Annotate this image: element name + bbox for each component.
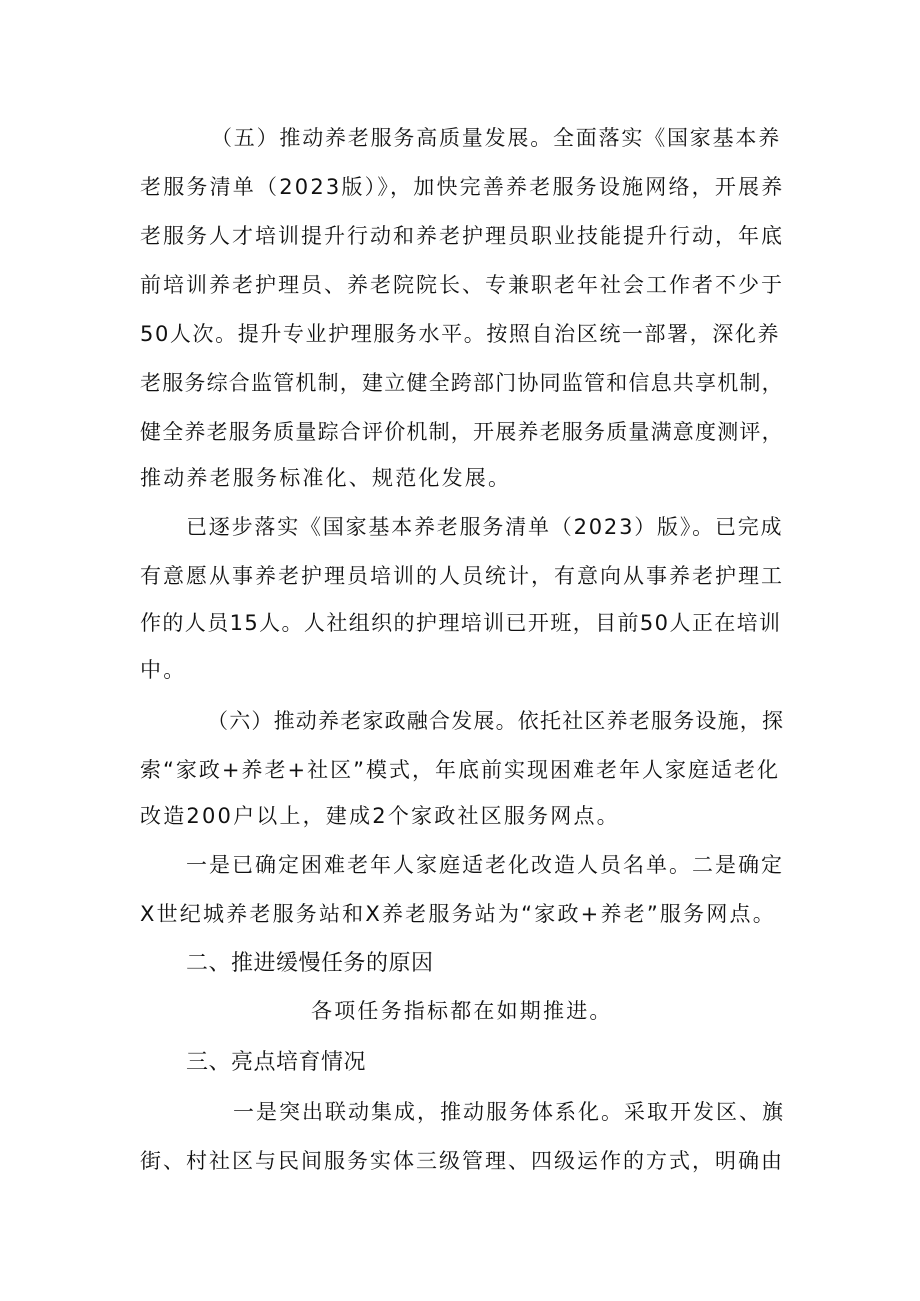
text-line: 一是已确定困难老年人家庭适老化改造人员名单。二是确定 [186,853,784,877]
text-line: 健全养老服务质量踪合评价机制，开展养老服务质量满意度测评， [140,420,784,444]
text-line: 有意愿从事养老护理员培训的人员统计，有意向从事养老护理工 [140,564,784,588]
text-line: 中。 [140,658,187,682]
text-line: 一是突出联动集成，推动服务体系化。采取开发区、旗 [233,1100,785,1124]
text-line: 已逐步落实《国家基本养老服务清单（2023）版》。已完成 [186,515,784,539]
text-line: 老服务综合监管机制，建立健全跨部门协同监管和信息共享机制， [140,371,784,395]
section-2-heading: 二、推进缓慢任务的原因 [186,951,434,976]
text-line: 改造200户以上，建成2个家政社区服务网点。 [140,804,620,828]
text-line: X世纪城养老服务站和X养老服务站为“家政+养老”服务网点。 [140,902,776,926]
text-line: 前培训养老护理员、养老院院长、专兼职老年社会工作者不少于 [140,273,784,297]
text-line: 街、村社区与民间服务实体三级管理、四级运作的方式，明确由 [140,1149,784,1173]
section-3-heading: 三、亮点培育情况 [186,1050,367,1075]
text-line: 作的人员15人。人社组织的护理培训已开班，目前50人正在培训 [140,611,782,635]
text-line: 推动养老服务标准化、规范化发展。 [140,466,512,490]
text-line: 老服务清单（2023版）》，加快完善养老服务设施网络，开展养 [140,175,785,199]
text-line: 索“家政+养老+社区”模式，年底前实现困难老年人家庭适老化 [140,758,780,782]
text-line: 老服务人才培训提升行动和养老护理员职业技能提升行动，年底 [140,224,784,248]
text-line: 50人次。提升专业护理服务水平。按照自治区统一部署，深化养 [140,322,781,346]
text-line: （六）推动养老家政融合发展。依托社区养老服务设施，探 [207,709,785,733]
text-line: （五）推动养老服务高质量发展。全面落实《国家基本养 [211,126,781,150]
section-2-body: 各项任务指标都在如期推进。 [311,999,613,1023]
